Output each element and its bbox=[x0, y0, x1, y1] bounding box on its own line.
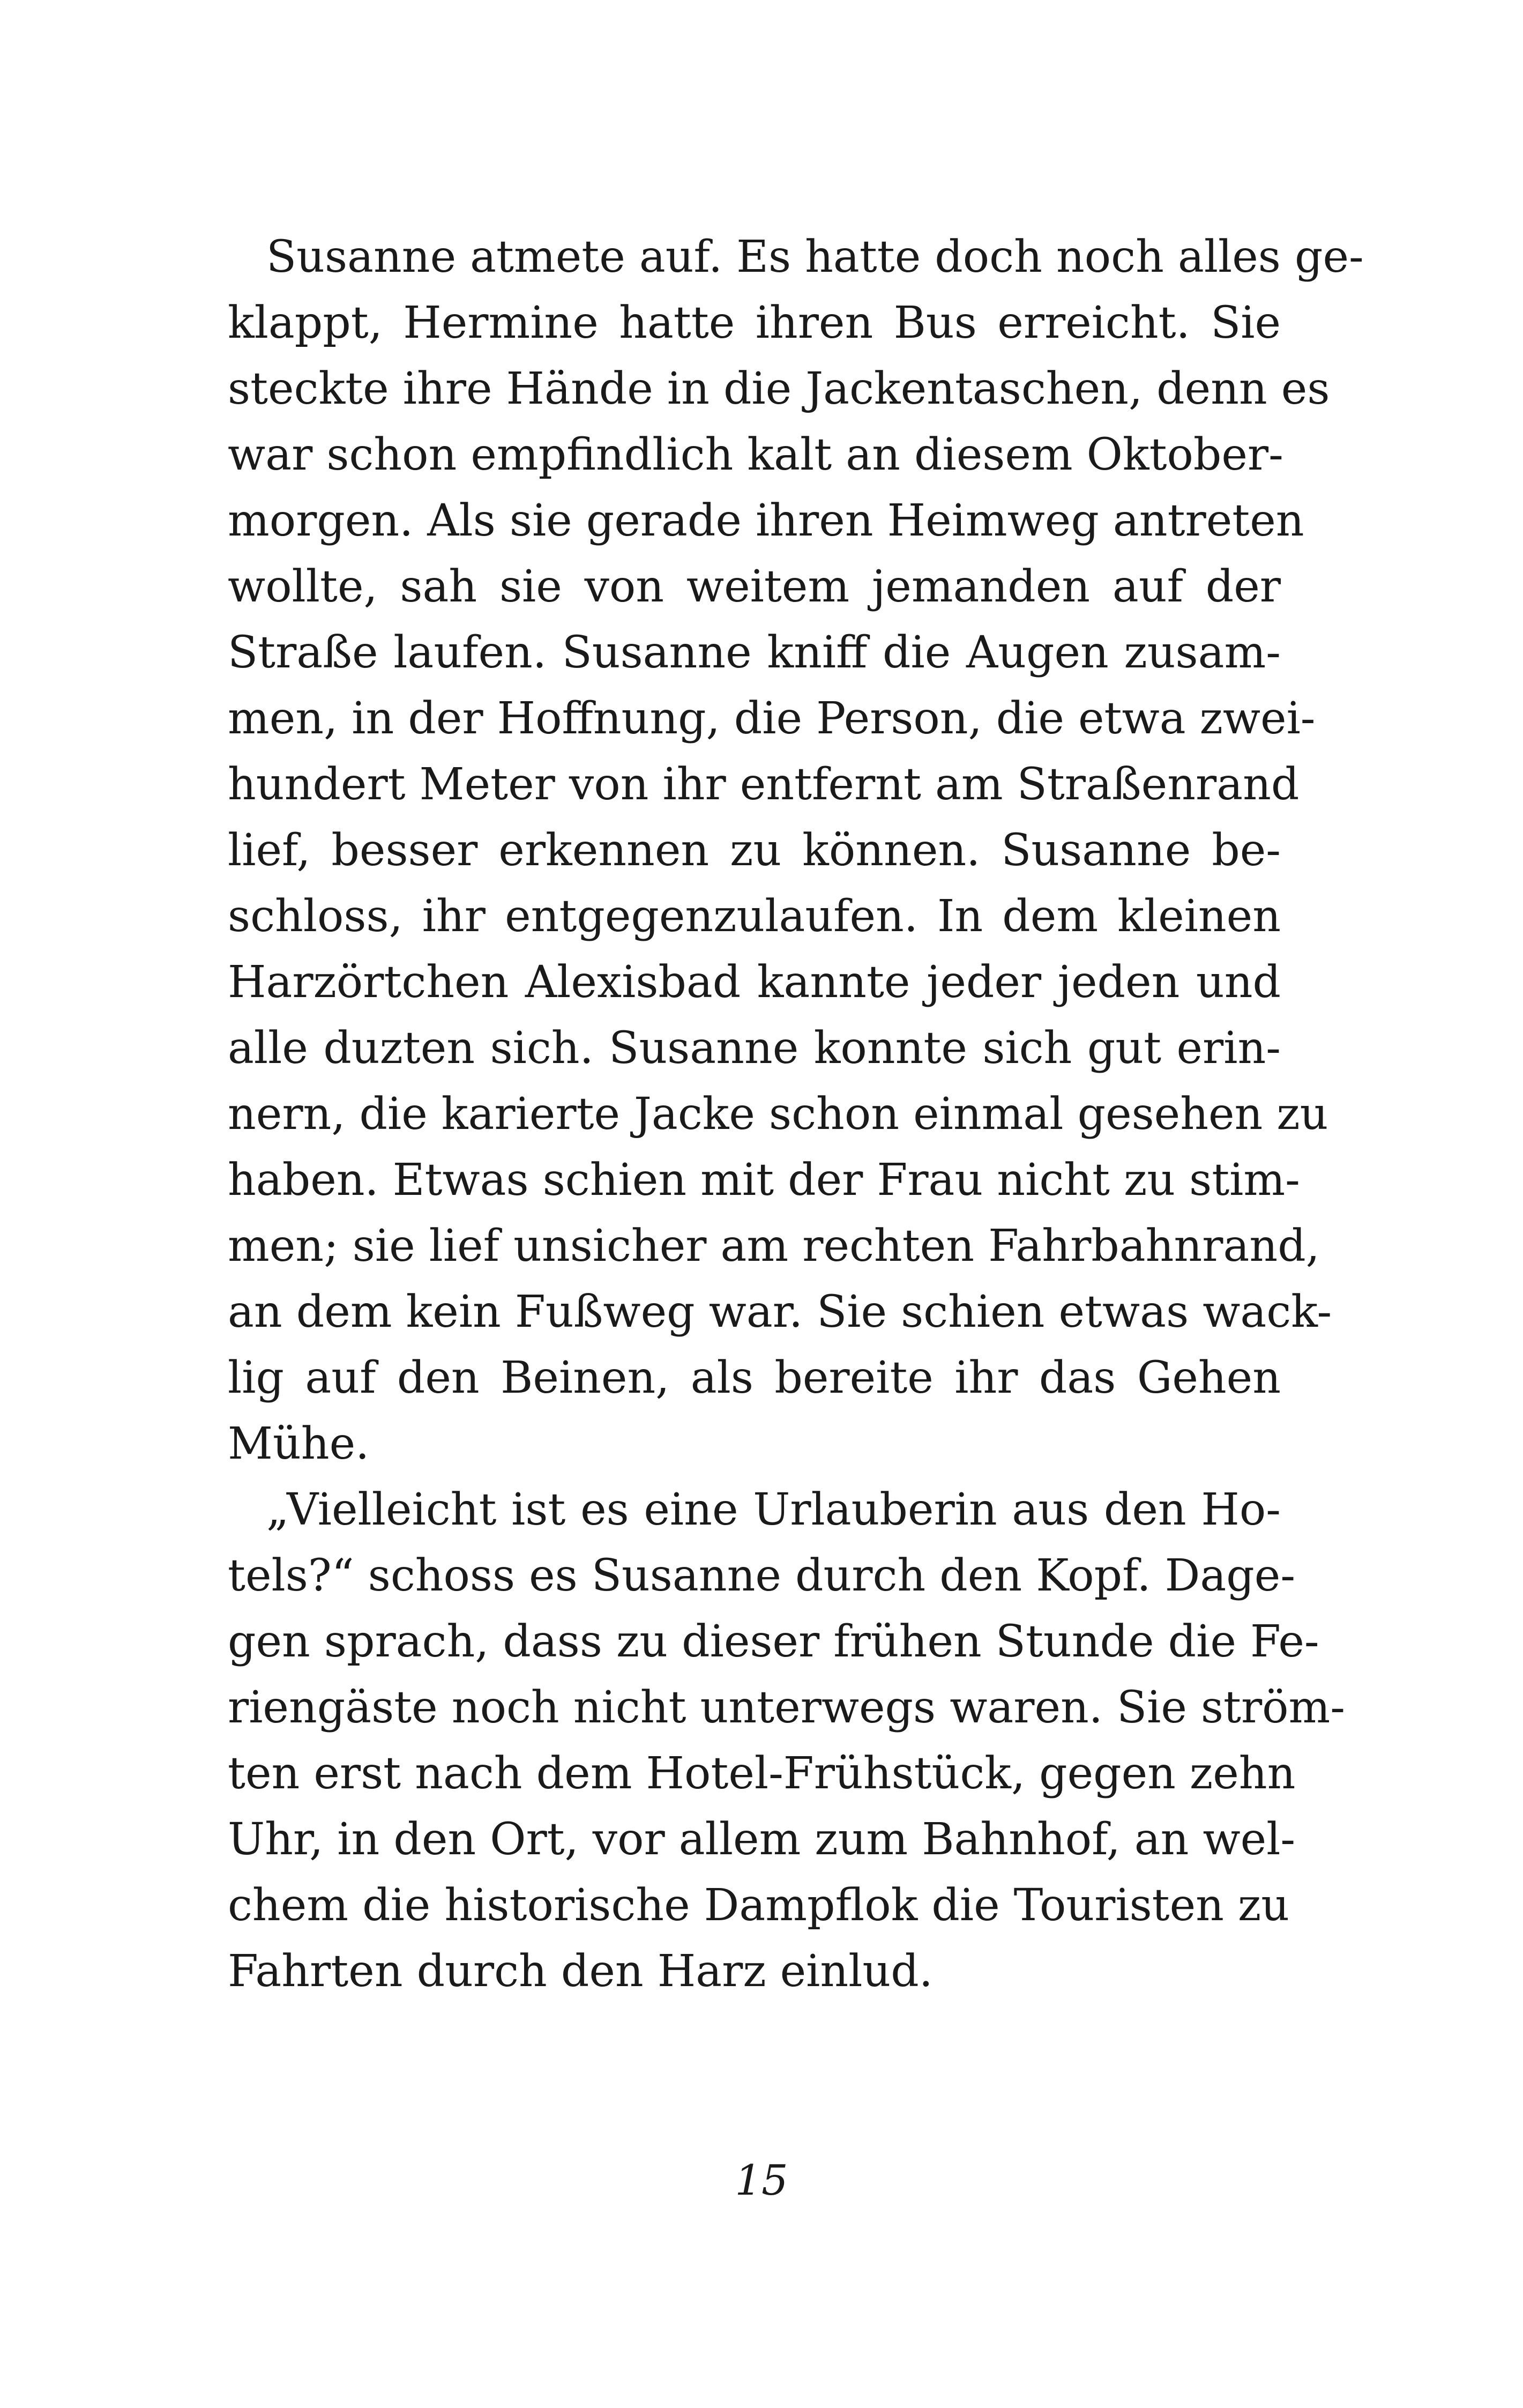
text-line: wollte, sah sie von weitem jemanden auf der bbox=[228, 561, 1281, 612]
text-line: lig auf den Beinen, als bereite ihr das Gehen bbox=[228, 1352, 1281, 1403]
body-text bbox=[228, 224, 1364, 2004]
text-line: steckte ihre Hände in die Jackentaschen, denn es bbox=[228, 363, 1330, 414]
text-line: Uhr, in den Ort, vor allem zum Bahnhof, an wel- bbox=[228, 1814, 1296, 1865]
text-line: Straße laufen. Susanne kniff die Augen zusam- bbox=[228, 627, 1281, 678]
text-line: lief, besser erkennen zu können. Susanne be- bbox=[228, 825, 1281, 876]
text-line: hundert Meter von ihr entfernt am Straßenrand bbox=[228, 759, 1300, 810]
text-line: an dem kein Fußweg war. Sie schien etwas wack- bbox=[228, 1287, 1332, 1337]
text-line: alle duzten sich. Susanne konnte sich gut erin- bbox=[228, 1023, 1281, 1074]
text-line: gen sprach, dass zu dieser frühen Stunde die Fe- bbox=[228, 1616, 1319, 1667]
text-line: Harzörtchen Alexisbad kannte jeder jeden und bbox=[228, 957, 1281, 1008]
text-line: chem die historische Dampflok die Touristen zu bbox=[228, 1880, 1290, 1931]
text-line: men; sie lief unsicher am rechten Fahrbahnrand, bbox=[228, 1221, 1320, 1272]
text-line: schloss, ihr entgegenzulaufen. In dem kleinen bbox=[228, 891, 1281, 942]
text-line: morgen. Als sie gerade ihren Heimweg antreten bbox=[228, 495, 1304, 546]
page-number: 15 bbox=[735, 2157, 788, 2205]
text-line: ten erst nach dem Hotel-Frühstück, gegen zehn bbox=[228, 1748, 1296, 1799]
text-line: haben. Etwas schien mit der Frau nicht zu stim- bbox=[228, 1155, 1300, 1206]
text-line: Susanne atmete auf. Es hatte doch noch alles ge- bbox=[266, 232, 1364, 283]
text-line: tels?“ schoss es Susanne durch den Kopf. Dage- bbox=[228, 1550, 1296, 1601]
text-line: klappt, Hermine hatte ihren Bus erreicht. Sie bbox=[228, 298, 1281, 348]
text-line: riengäste noch nicht unterwegs waren. Sie ström- bbox=[228, 1682, 1345, 1733]
text-line: „Vielleicht ist es eine Urlauberin aus den Ho- bbox=[266, 1484, 1281, 1535]
text-line: nern, die karierte Jacke schon einmal gesehen zu bbox=[228, 1089, 1328, 1140]
text-line: Mühe. bbox=[228, 1418, 370, 1469]
text-line: war schon empfindlich kalt an diesem Oktober- bbox=[228, 429, 1283, 480]
text-line: men, in der Hoffnung, die Person, die etwa zwei- bbox=[228, 693, 1316, 744]
text-line: Fahrten durch den Harz einlud. bbox=[228, 1946, 933, 1997]
